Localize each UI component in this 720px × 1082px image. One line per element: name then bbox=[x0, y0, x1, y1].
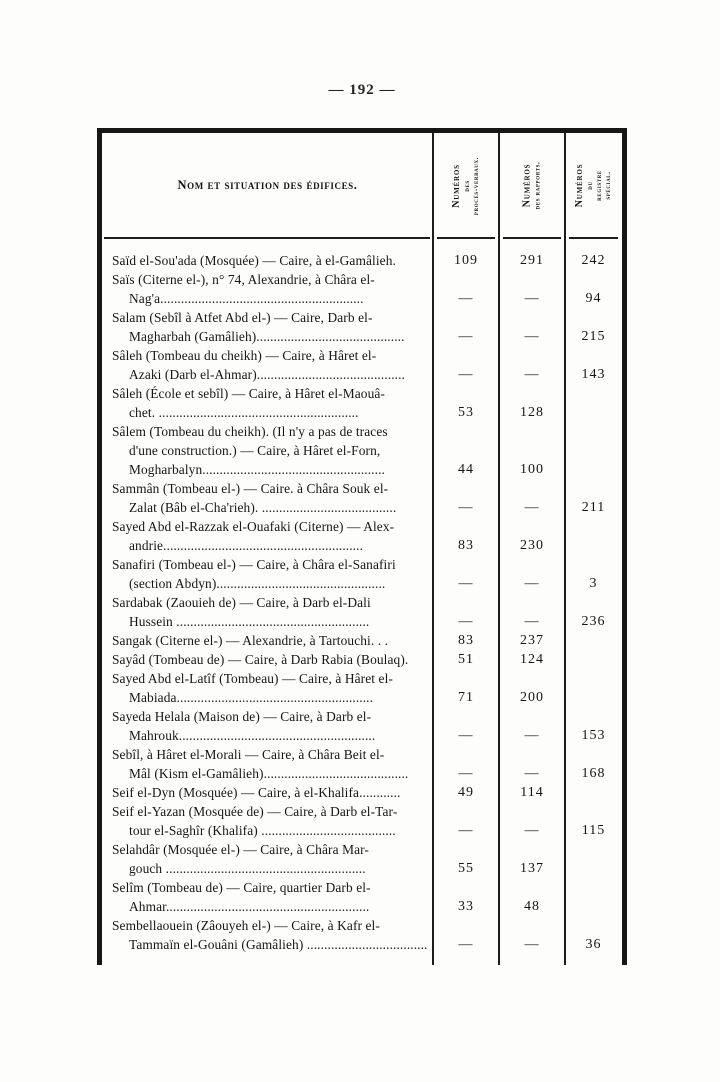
table-row bbox=[102, 878, 622, 916]
header-line: registre spécial. bbox=[595, 170, 612, 201]
entry-line: Saïs (Citerne el-), n° 74, Alexandrie, à Châra el- bbox=[112, 272, 375, 287]
edifice-name-cell bbox=[102, 308, 433, 346]
rapports-value-cell bbox=[499, 517, 565, 555]
rapports-value: 114 bbox=[520, 785, 544, 800]
table-row bbox=[102, 422, 622, 479]
rotated-label-wrap bbox=[433, 133, 499, 238]
proces-verbaux-value-cell bbox=[433, 422, 499, 479]
edifice-name-cell bbox=[102, 346, 433, 384]
entry-line: Seif el-Yazan (Mosquée de) — Caire, à Darb el-Tar- bbox=[112, 804, 398, 819]
rapports-value-cell bbox=[499, 802, 565, 840]
column-header-rapports bbox=[499, 133, 565, 238]
entry-line: Tammaïn el-Gouâni (Gamâlieh) ................................... bbox=[129, 937, 428, 952]
entry-line: Sâleh (Tombeau du cheikh) — Caire, à Hâret el- bbox=[112, 348, 377, 363]
entry-line: Sammân (Tombeau el-) — Caire. à Châra Souk el- bbox=[112, 481, 389, 496]
rotated-label-wrap bbox=[499, 133, 565, 238]
registre-special-value: 115 bbox=[581, 823, 606, 838]
rapports-value-cell bbox=[499, 783, 565, 802]
rapports-value-cell bbox=[499, 707, 565, 745]
column-header-proces-verbaux bbox=[433, 133, 499, 238]
entry-line: Saïd el-Sou'ada (Mosquée) — Caire, à el-Gamâlieh. bbox=[112, 253, 396, 268]
table-body bbox=[102, 238, 622, 954]
registre-special-value-cell bbox=[565, 840, 622, 878]
registre-special-value-cell bbox=[565, 308, 622, 346]
registre-special-value-cell bbox=[565, 707, 622, 745]
edifice-name-cell bbox=[102, 878, 433, 916]
proces-verbaux-value: — bbox=[458, 614, 474, 629]
registre-special-value-cell bbox=[565, 346, 622, 384]
table-row bbox=[102, 631, 622, 650]
rapports-value-cell bbox=[499, 593, 565, 631]
header-line: Numéros bbox=[451, 163, 462, 208]
rapports-value-cell bbox=[499, 916, 565, 954]
rotated-label-wrap bbox=[565, 133, 622, 238]
entry-line: Sayed Abd el-Razzak el-Ouafaki (Citerne) — Alex- bbox=[112, 519, 395, 534]
proces-verbaux-value: 51 bbox=[458, 652, 474, 667]
rapports-value-cell bbox=[499, 555, 565, 593]
entry-line: Azaki (Darb el-Ahmar)........................................... bbox=[129, 367, 406, 382]
entry-line: d'une construction.) — Caire, à Hâret el-Forn, bbox=[129, 443, 381, 458]
rapports-value: 200 bbox=[520, 690, 544, 705]
table-row bbox=[102, 517, 622, 555]
header-line: procès-verbaux. bbox=[472, 156, 480, 215]
proces-verbaux-value-cell bbox=[433, 479, 499, 517]
proces-verbaux-value-cell bbox=[433, 555, 499, 593]
proces-verbaux-value: 109 bbox=[454, 253, 478, 268]
rapports-value: 48 bbox=[524, 899, 540, 914]
edifice-name-cell bbox=[102, 707, 433, 745]
entry-line: Sangak (Citerne el-) — Alexandrie, à Tartouchi. . . bbox=[112, 633, 389, 648]
registre-special-value-cell bbox=[565, 593, 622, 631]
edifice-name-cell bbox=[102, 783, 433, 802]
entry-line: Magharbah (Gamâlieh)........................................... bbox=[129, 329, 405, 344]
table-header bbox=[102, 133, 622, 238]
edifice-name-cell bbox=[102, 479, 433, 517]
proces-verbaux-value-cell bbox=[433, 783, 499, 802]
entry-line: Sembellaouein (Zâouyeh el-) — Caire, à Kafr el- bbox=[112, 918, 380, 933]
proces-verbaux-value: 55 bbox=[458, 861, 474, 876]
rapports-value-cell bbox=[499, 669, 565, 707]
registre-special-value: 242 bbox=[581, 253, 606, 268]
proces-verbaux-value-cell bbox=[433, 707, 499, 745]
rapports-value: — bbox=[524, 367, 540, 382]
rapports-value-cell bbox=[499, 346, 565, 384]
rapports-value: — bbox=[524, 329, 540, 344]
entry-line: Hussein ........................................................ bbox=[129, 614, 370, 629]
proces-verbaux-value-cell bbox=[433, 631, 499, 650]
proces-verbaux-value: — bbox=[458, 329, 474, 344]
registre-special-value: 211 bbox=[581, 500, 606, 515]
registre-special-value: 168 bbox=[581, 766, 606, 781]
header-line: des bbox=[463, 179, 471, 192]
edifice-name-cell bbox=[102, 384, 433, 422]
entry-line: Nag'a........................................................... bbox=[129, 291, 364, 306]
registre-special-value: 36 bbox=[585, 937, 602, 952]
proces-verbaux-value-cell bbox=[433, 802, 499, 840]
proces-verbaux-value-cell bbox=[433, 878, 499, 916]
proces-verbaux-value: 33 bbox=[458, 899, 474, 914]
entry-line: Mâl (Kism el-Gamâlieh).......................................... bbox=[129, 766, 409, 781]
column-header-name-label: Nom et situation des édifices. bbox=[177, 178, 358, 192]
table-row bbox=[102, 707, 622, 745]
edifice-name-cell bbox=[102, 631, 433, 650]
rapports-value: — bbox=[524, 614, 540, 629]
rapports-value-cell bbox=[499, 878, 565, 916]
proces-verbaux-value-cell bbox=[433, 593, 499, 631]
table-row bbox=[102, 783, 622, 802]
entry-line: Mogharbalyn..................................................... bbox=[129, 462, 385, 477]
registre-special-value-cell bbox=[565, 878, 622, 916]
column-header-name bbox=[102, 133, 433, 238]
proces-verbaux-value: 83 bbox=[458, 538, 474, 553]
rapports-value: — bbox=[524, 291, 540, 306]
column-header-rapports-label bbox=[522, 153, 543, 219]
edifice-name-cell bbox=[102, 422, 433, 479]
proces-verbaux-value: 71 bbox=[458, 690, 474, 705]
edifice-name-cell bbox=[102, 745, 433, 783]
table-row bbox=[102, 270, 622, 308]
rapports-value: — bbox=[524, 766, 540, 781]
registre-special-value: 94 bbox=[585, 291, 602, 306]
rapports-value: 230 bbox=[520, 538, 544, 553]
proces-verbaux-value: 49 bbox=[458, 785, 474, 800]
proces-verbaux-value-cell bbox=[433, 650, 499, 669]
edifice-name-cell bbox=[102, 270, 433, 308]
entry-line: Seif el-Dyn (Mosquée) — Caire, à el-Khalifa............ bbox=[112, 785, 401, 800]
rapports-value: 291 bbox=[520, 253, 544, 268]
entry-line: Sayâd (Tombeau de) — Caire, à Darb Rabia (Boulaq). bbox=[112, 652, 409, 667]
monuments-table bbox=[97, 128, 627, 965]
registre-special-value-cell bbox=[565, 555, 622, 593]
column-header-registre-special bbox=[565, 133, 622, 238]
proces-verbaux-value-cell bbox=[433, 270, 499, 308]
proces-verbaux-value: 83 bbox=[458, 633, 474, 648]
edifice-name-cell bbox=[102, 251, 433, 270]
registre-special-value-cell bbox=[565, 479, 622, 517]
registre-special-value: 236 bbox=[581, 614, 606, 629]
proces-verbaux-value: — bbox=[458, 766, 474, 781]
proces-verbaux-value: — bbox=[458, 937, 474, 952]
registre-special-value-cell bbox=[565, 384, 622, 422]
rapports-value: 128 bbox=[520, 405, 544, 420]
rapports-value-cell bbox=[499, 840, 565, 878]
entry-line: Sâlem (Tombeau du cheikh). (Il n'y a pas de traces bbox=[112, 424, 388, 439]
rapports-value: — bbox=[524, 728, 540, 743]
registre-special-value-cell bbox=[565, 802, 622, 840]
proces-verbaux-value: 44 bbox=[458, 462, 474, 477]
header-line: des rapports. bbox=[533, 161, 542, 210]
rapports-value-cell bbox=[499, 631, 565, 650]
rapports-value-cell bbox=[499, 384, 565, 422]
header-line: du bbox=[586, 181, 594, 190]
rapports-value-cell bbox=[499, 650, 565, 669]
table-row bbox=[102, 251, 622, 270]
table-row bbox=[102, 669, 622, 707]
registre-special-value-cell bbox=[565, 251, 622, 270]
table-row bbox=[102, 555, 622, 593]
proces-verbaux-value: — bbox=[458, 576, 474, 591]
registre-special-value: 215 bbox=[581, 329, 606, 344]
proces-verbaux-value: — bbox=[458, 823, 474, 838]
registre-special-value-cell bbox=[565, 783, 622, 802]
header-line: Numéros bbox=[574, 163, 585, 208]
rapports-value-cell bbox=[499, 479, 565, 517]
registre-special-value-cell bbox=[565, 650, 622, 669]
registre-special-value: 143 bbox=[581, 367, 606, 382]
entry-line: chet. .......................................................... bbox=[129, 405, 359, 420]
edifice-name-cell bbox=[102, 840, 433, 878]
edifice-name-cell bbox=[102, 802, 433, 840]
edifice-name-cell bbox=[102, 555, 433, 593]
table-row bbox=[102, 593, 622, 631]
proces-verbaux-value-cell bbox=[433, 745, 499, 783]
rapports-value: — bbox=[524, 500, 540, 515]
registre-special-value-cell bbox=[565, 631, 622, 650]
table-row bbox=[102, 916, 622, 954]
rapports-value: — bbox=[524, 576, 540, 591]
registre-special-value: 153 bbox=[581, 728, 606, 743]
registre-special-value-cell bbox=[565, 745, 622, 783]
edifice-name-cell bbox=[102, 669, 433, 707]
entry-line: Sayed Abd el-Latîf (Tombeau) — Caire, à Hâret el- bbox=[112, 671, 393, 686]
entry-line: Mabiada......................................................... bbox=[129, 690, 374, 705]
entry-line: tour el-Saghîr (Khalifa) ....................................... bbox=[129, 823, 396, 838]
proces-verbaux-value: — bbox=[458, 291, 474, 306]
registre-special-value-cell bbox=[565, 422, 622, 479]
rapports-value: 100 bbox=[520, 462, 544, 477]
proces-verbaux-value-cell bbox=[433, 517, 499, 555]
entry-line: Selîm (Tombeau de) — Caire, quartier Darb el- bbox=[112, 880, 371, 895]
edifice-name-cell bbox=[102, 650, 433, 669]
registre-special-value-cell bbox=[565, 916, 622, 954]
proces-verbaux-value: — bbox=[458, 728, 474, 743]
registre-special-value: 3 bbox=[589, 576, 598, 591]
proces-verbaux-value: — bbox=[458, 500, 474, 515]
table-row bbox=[102, 346, 622, 384]
rapports-value: 124 bbox=[520, 652, 544, 667]
entry-line: Sayeda Helala (Maison de) — Caire, à Darb el- bbox=[112, 709, 372, 724]
entry-line: Ahmar........................................................... bbox=[129, 899, 370, 914]
entry-line: Sâleh (École et sebîl) — Caire, à Hâret el-Maouâ- bbox=[112, 386, 385, 401]
entry-line: Zalat (Bâb el-Cha'rieh). ....................................... bbox=[129, 500, 397, 515]
header-line: Numéros bbox=[521, 163, 533, 208]
entry-line: Mahrouk......................................................... bbox=[129, 728, 376, 743]
proces-verbaux-value-cell bbox=[433, 384, 499, 422]
proces-verbaux-value-cell bbox=[433, 308, 499, 346]
proces-verbaux-value-cell bbox=[433, 346, 499, 384]
proces-verbaux-value-cell bbox=[433, 669, 499, 707]
entry-line: Selahdâr (Mosquée el-) — Caire, à Châra Mar- bbox=[112, 842, 369, 857]
edifice-name-cell bbox=[102, 517, 433, 555]
rapports-value-cell bbox=[499, 422, 565, 479]
entry-line: Sebîl, à Hâret el-Morali — Caire, à Châra Beit el- bbox=[112, 747, 385, 762]
entry-line: gouch .......................................................... bbox=[129, 861, 366, 876]
rapports-value: 137 bbox=[520, 861, 544, 876]
table-row bbox=[102, 308, 622, 346]
rapports-value: 237 bbox=[520, 633, 544, 648]
registre-special-value-cell bbox=[565, 270, 622, 308]
entry-line: Salam (Sebîl à Atfet Abd el-) — Caire, Darb el- bbox=[112, 310, 373, 325]
table-row bbox=[102, 384, 622, 422]
registre-special-value-cell bbox=[565, 517, 622, 555]
entry-line: (section Abdyn)................................................. bbox=[129, 576, 386, 591]
registre-special-value-cell bbox=[565, 669, 622, 707]
proces-verbaux-value-cell bbox=[433, 916, 499, 954]
entry-line: Sardabak (Zaouieh de) — Caire, à Darb el-Dali bbox=[112, 595, 371, 610]
proces-verbaux-value-cell bbox=[433, 251, 499, 270]
edifice-name-cell bbox=[102, 593, 433, 631]
rapports-value: — bbox=[524, 823, 540, 838]
rapports-value: — bbox=[524, 937, 540, 952]
table-row bbox=[102, 479, 622, 517]
column-header-proces-verbaux-label bbox=[451, 153, 481, 219]
column-header-registre-special-label bbox=[574, 157, 613, 214]
rapports-value-cell bbox=[499, 270, 565, 308]
edifice-name-cell bbox=[102, 916, 433, 954]
entry-line: andrie.......................................................... bbox=[129, 538, 364, 553]
entry-line: Sanafiri (Tombeau el-) — Caire, à Châra el-Sanafiri bbox=[112, 557, 396, 572]
proces-verbaux-value: — bbox=[458, 367, 474, 382]
rapports-value-cell bbox=[499, 251, 565, 270]
table-row bbox=[102, 650, 622, 669]
rapports-value-cell bbox=[499, 745, 565, 783]
proces-verbaux-value-cell bbox=[433, 840, 499, 878]
rapports-value-cell bbox=[499, 308, 565, 346]
table-row bbox=[102, 840, 622, 878]
table-row bbox=[102, 802, 622, 840]
page-number: — 192 — bbox=[328, 82, 396, 98]
proces-verbaux-value: 53 bbox=[458, 405, 474, 420]
table-row bbox=[102, 745, 622, 783]
